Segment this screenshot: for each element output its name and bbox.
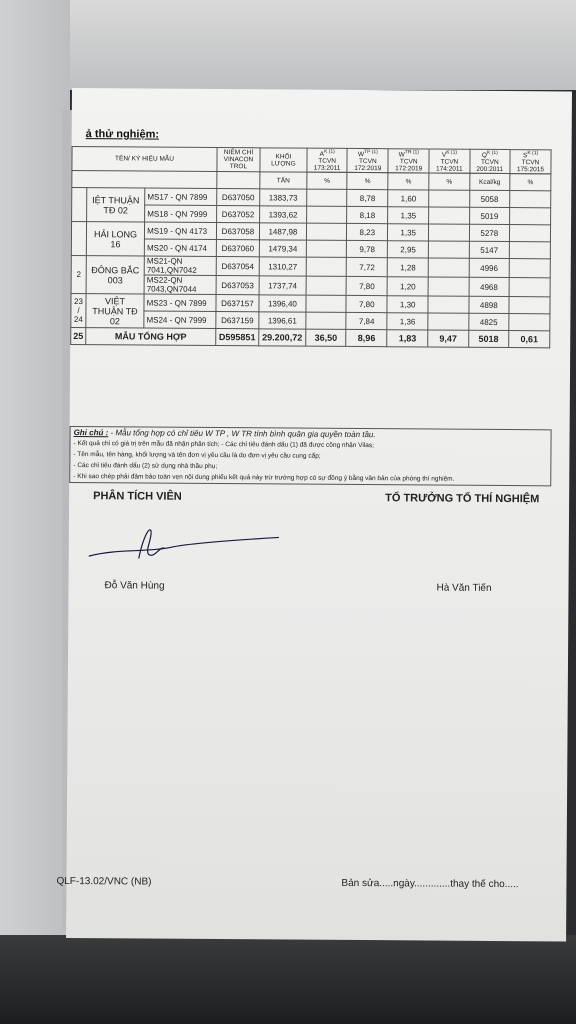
- seal-number: D637058: [216, 223, 259, 240]
- unit-q: Kcal/kg: [469, 173, 510, 190]
- wtr-value: 1,35: [388, 207, 429, 224]
- desk-background-left: [0, 0, 70, 1024]
- table-row: [71, 222, 550, 242]
- seal-number: D637060: [216, 240, 259, 257]
- s-value: [509, 259, 550, 278]
- lab-head-title: TỔ TRƯỞNG TỔ THÍ NGHIỆM: [385, 492, 540, 506]
- table-row: [72, 188, 551, 208]
- wtp-value: 8,78: [347, 190, 388, 207]
- sample-code: MS24 - QN 7999: [144, 311, 216, 329]
- q-value: 5019: [469, 207, 510, 224]
- v-value: [429, 190, 470, 207]
- a-value: [307, 189, 348, 206]
- notes-heading: Ghi chú :: [73, 428, 109, 438]
- total-row: [71, 328, 550, 348]
- table-row: [71, 256, 550, 278]
- total-v: 9,47: [428, 330, 469, 347]
- a-value: [306, 223, 347, 240]
- document-page: [56, 88, 572, 941]
- col-seal-header: NIÊM CHÌ VINACON TROL: [217, 148, 260, 172]
- a-value: [306, 257, 347, 276]
- sample-code: MS19 - QN 4173: [145, 222, 217, 240]
- q-value: 4825: [468, 313, 509, 330]
- seal-number: D637053: [216, 276, 259, 295]
- analyst-name: Đỗ Văn Hùng: [104, 580, 165, 592]
- row-number: [71, 222, 86, 256]
- desk-background-top: [0, 0, 576, 90]
- results-table: [70, 146, 551, 349]
- row-number: [72, 188, 87, 222]
- wtr-value: 1,30: [387, 296, 428, 313]
- a-value: [306, 295, 347, 312]
- v-value: [428, 313, 469, 330]
- sample-code: MS21-QN 7041,QN7042: [144, 256, 216, 276]
- q-value: 4898: [469, 296, 510, 313]
- sample-code: MS22-QN 7043,QN7044: [144, 275, 216, 295]
- q-value: 4996: [469, 258, 510, 277]
- total-mass: 29.200,72: [259, 329, 306, 346]
- mass-value: 1396,61: [259, 312, 306, 329]
- col-name-header: TÊN/ KÝ HIỆU MẪU: [72, 147, 217, 172]
- wtr-value: 1,28: [387, 258, 428, 277]
- seal-number: D637054: [216, 257, 259, 276]
- wtp-value: 7,80: [346, 296, 387, 313]
- wtr-value: 1,60: [388, 190, 429, 207]
- note-line: - Kết quả chỉ có giá trị trên mẫu đã nhận phân tích; - Các chỉ tiêu đánh dấu (1) đã được công nhận Vilas;: [73, 440, 374, 450]
- total-s: 0,61: [509, 331, 550, 348]
- wtp-value: 7,80: [346, 277, 387, 296]
- mass-unit: TẤN: [260, 172, 307, 189]
- sample-code: MS23 - QN 7899: [144, 294, 216, 312]
- wtp-value: 8,18: [347, 207, 388, 224]
- mass-value: 1487,98: [259, 223, 306, 240]
- total-name: MẪU TỔNG HỢP: [86, 328, 216, 346]
- unit-a: %: [307, 172, 348, 189]
- v-value: [428, 277, 469, 296]
- seal-number: D637050: [217, 189, 260, 206]
- vessel-name: VIỆT THUẬN TĐ 02: [86, 294, 144, 328]
- v-value: [429, 241, 470, 258]
- mass-value: 1310,27: [259, 257, 306, 276]
- wtp-value: 9,78: [347, 241, 388, 258]
- note-line: - Các chỉ tiêu đánh dấu (2) sử dụng nhà thầu phụ;: [73, 462, 218, 471]
- v-value: [429, 207, 470, 224]
- notes-heading-text: - Mẫu tổng hợp có chỉ tiêu W TP , W TR tính bình quân gia quyền toàn tầu.: [108, 428, 376, 440]
- seal-number: D637159: [216, 312, 259, 329]
- q-value: 5058: [469, 190, 510, 207]
- vessel-name: HẢI LONG 16: [86, 222, 144, 256]
- section-title: ả thử nghiệm:: [85, 128, 160, 141]
- total-seal: D595851: [216, 329, 259, 346]
- s-value: [509, 242, 550, 259]
- a-value: [307, 206, 348, 223]
- s-value: [509, 314, 550, 331]
- mass-value: 1396,40: [259, 295, 306, 312]
- wtr-value: 2,95: [388, 241, 429, 258]
- param-header-a: $A^{K (1)}$ TCVN 173:2011: [307, 148, 348, 172]
- table-header-row: [72, 147, 551, 174]
- edition-note: Bản sửa.....ngày.............thay thế cho.....: [341, 877, 519, 891]
- a-value: [306, 312, 347, 329]
- notes-box: [69, 426, 551, 486]
- unit-s: %: [510, 174, 551, 191]
- total-a: 36,50: [306, 329, 347, 346]
- param-header-v: $V^{K (1)}$ TCVN 174:2011: [429, 149, 470, 173]
- handwritten-signature: [79, 518, 299, 570]
- mass-value: 1479,34: [259, 240, 306, 257]
- q-value: 5278: [469, 224, 510, 241]
- note-line: - Khi sao chép phải đảm bảo toàn vẹn nội dung phiếu kết quả này trừ trường hợp có sự đồng ý bằng văn bản của phòng thí nghiệm.: [73, 473, 455, 483]
- desk-background-bottom: [0, 935, 576, 1024]
- row-number: 23 / 24: [71, 294, 86, 328]
- seal-number: D637052: [217, 206, 260, 223]
- v-value: [429, 224, 470, 241]
- param-header-wtr: $W^{TR (1)}$ TCVN 172:2019: [388, 149, 429, 173]
- wtr-value: 1,35: [388, 224, 429, 241]
- vessel-name: ĐÔNG BẮC 003: [86, 256, 144, 294]
- mass-value: 1383,73: [260, 189, 307, 206]
- total-wtp: 8,96: [346, 330, 387, 347]
- a-value: [306, 240, 347, 257]
- v-value: [428, 258, 469, 277]
- param-header-wtp: $W^{TP (1)}$ TCVN 172:2019: [347, 148, 388, 172]
- param-header-s: $S^{K (1)}$ TCVN 175:2015: [510, 150, 551, 174]
- total-wtr: 1,83: [387, 330, 428, 347]
- lab-head-name: Hà Văn Tiến: [436, 582, 492, 594]
- sample-code: MS17 - QN 7899: [145, 188, 217, 206]
- row-number: 2: [71, 256, 86, 294]
- note-line: - Tên mẫu, tên hàng, khối lượng và tên đơn vị yêu cầu là do đơn vị yêu cầu cung cấp;: [73, 451, 321, 460]
- wtp-value: 7,72: [347, 258, 388, 277]
- s-value: [509, 225, 550, 242]
- mass-value: 1737,74: [259, 276, 306, 295]
- table-row: [71, 294, 550, 314]
- analyst-title: PHÂN TÍCH VIÊN: [93, 490, 182, 503]
- form-code: QLF-13.02/VNC (NB): [56, 875, 152, 888]
- s-value: [510, 208, 551, 225]
- vessel-name: IỆT THUẬN TĐ 02: [87, 188, 145, 222]
- unit-wtr: %: [388, 173, 429, 190]
- q-value: 5147: [469, 241, 510, 258]
- param-header-q: $Q^{K (1)}$ TCVN 200:2011: [470, 149, 511, 173]
- wtr-value: 1,20: [387, 277, 428, 296]
- wtr-value: 1,36: [387, 313, 428, 330]
- seal-number: D637157: [216, 295, 259, 312]
- unit-wtp: %: [347, 173, 388, 190]
- s-value: [509, 278, 550, 297]
- mass-value: 1393,62: [260, 206, 307, 223]
- v-value: [428, 296, 469, 313]
- total-q: 5018: [468, 330, 509, 347]
- s-value: [509, 297, 550, 314]
- unit-v: %: [429, 173, 470, 190]
- sample-code: MS20 - QN 4174: [144, 239, 216, 257]
- q-value: 4968: [469, 277, 510, 296]
- sample-code: MS18 - QN 7999: [145, 205, 217, 223]
- s-value: [510, 191, 551, 208]
- wtp-value: 7,84: [346, 313, 387, 330]
- col-mass-header: KHỐI LƯỢNG: [260, 148, 307, 172]
- total-number: 25: [71, 328, 86, 345]
- a-value: [306, 276, 347, 295]
- wtp-value: 8,23: [347, 224, 388, 241]
